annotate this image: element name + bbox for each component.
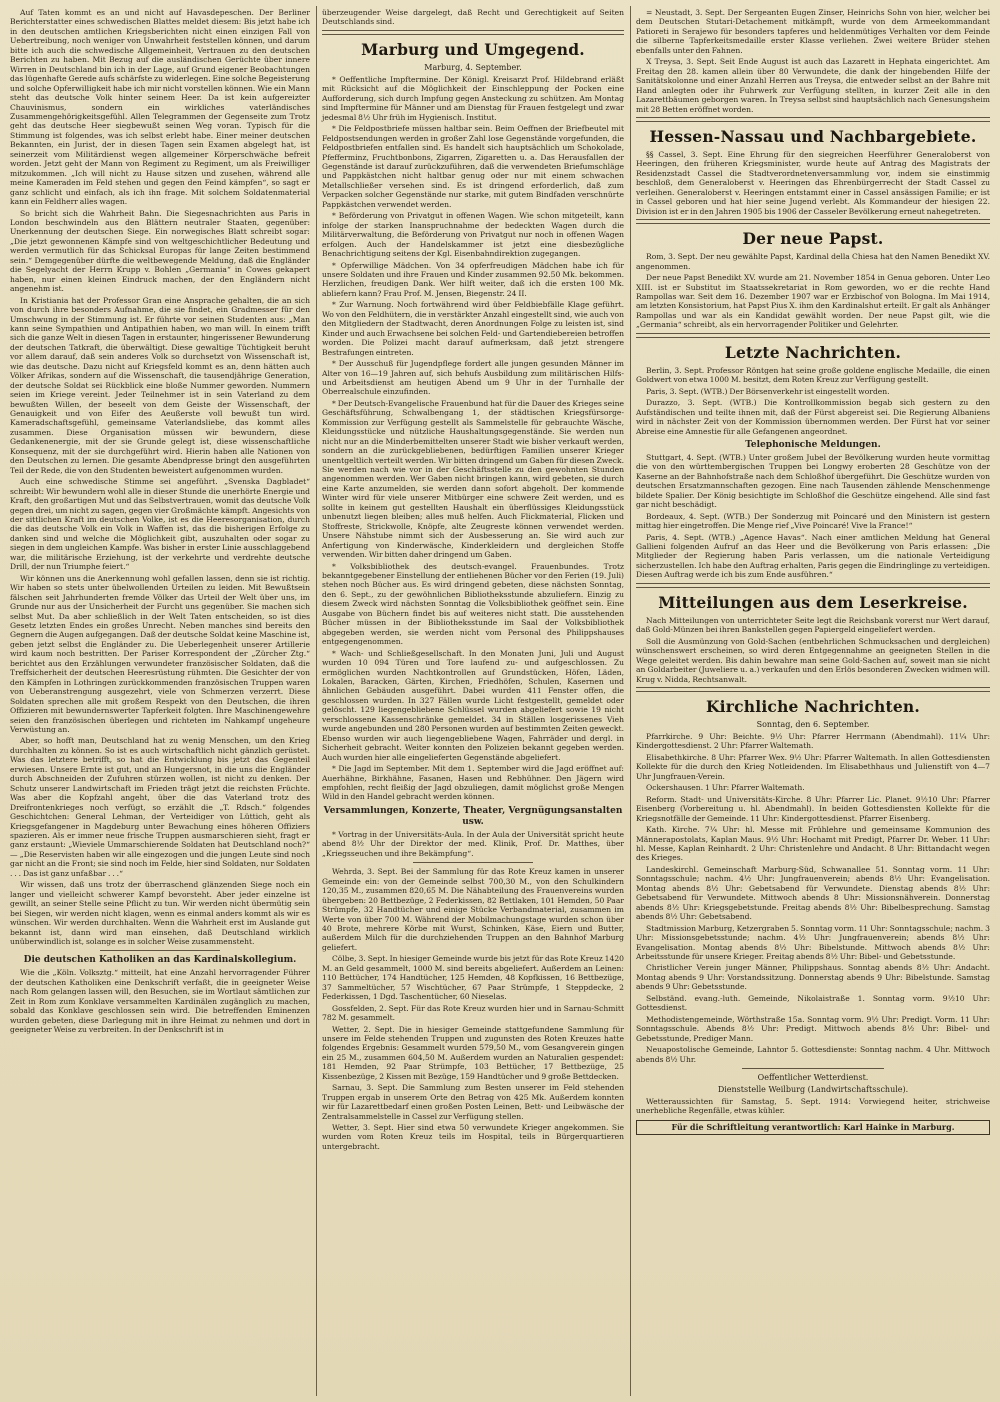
article-paragraph: Bordeaux, 4. Sept. (WTB.) Der Sonderzug mit Poincaré und den Ministern ist gestern mittag hier eingetroffen. Die Menge rief „Vive Poincaré! Vive la France!“ [636, 511, 990, 531]
article-paragraph: Wehrda, 3. Sept. Bei der Sammlung für das Rote Kreuz kamen in unserer Gemeinde ein: von der Gemeinde selbst 700,30 M., von den Schulkindern 120,35 M., zusammen 820,65 M. Die Nähabteilung des Frauenvereins wurden übergeben: 20 Bettbezüge, 2 Federkissen, 82 Bettlaken, 101 Hemden, 50 Paar Strümpfe, 32 Handtücher und einige Stücke Verbandmaterial, zusammen im Werte von über 700 M. Während der Mobilmachungstage wurden schon über 40 Brote, mehrere Körbe mit Wurst, Schinken, Käse, Eiern und Butter, außerdem Milch für die durchziehenden Truppen an den Bahnhof Marburg geliefert. [322, 867, 624, 952]
lead-text: überzeugender Weise dargelegt, daß Recht und Gerechtigkeit auf Seiten Deutschlands sind. [322, 8, 624, 27]
article-paragraph: Durazzo, 3. Sept. (WTB.) Die Kontrollkommission begab sich gestern zu den Aufständischen und teilte ihnen mit, daß der Fürst abgereist sei. Die Regierung Albaniens wird in nächster Zeit von der Kommission übernommen werden. Der Fürst hat vor seiner Abreise eine Amnestie für alle Gefangenen angeordnet. [636, 398, 990, 436]
article-paragraph: X Treysa, 3. Sept. Seit Ende August ist auch das Lazarett in Hephata eingerichtet. Am Freitag den 28. kamen allein über 80 Verwundete, die dank der hingebenden Hilfe der Sanitätskolonne und einer Anzahl Herren aus Treysa, die entweder selbst an der Bahre mit Hand anlegten oder ihr Fuhrwerk zur Verfügung stellten, in kurzer Zeit alle in den Lazarettbäumen geborgen waren. In Treysa selbst sind hauptsächlich nach Genesungsheim mit 28 Betten eröffnet worden. [636, 57, 990, 114]
divider [636, 117, 990, 122]
article-paragraph: * Zur Warnung. Noch fortwährend wird über Feldbiebfälle Klage geführt. Wo von den Feldhütern, die in verstärkter Anzahl eingestellt sind, wie auch von den Mitgliedern der Stadtwacht, deren Anordnungen Folge zu leisten ist, sind Kinder und auch Erwachsene bei solchen Feld- und Gartendiebereien betroffen worden. Die Polizei macht darauf aufmerksam, daß jetzt strengere Bestrafungen eintreten. [322, 300, 624, 357]
dateline: Sonntag, den 6. September. [756, 720, 870, 730]
article-paragraph: Wir wissen, daß uns trotz der überraschend glänzenden Siege noch ein langer und vielleicht schwerer Kampf bevorsteht. Aber jeder einzelne ist gewillt, an seiner Stelle seine Pflicht zu tun. Wir werden nicht übermütig sein bei Siegen, wir werden nicht klagen, wenn es einmal anders kommt als wir es wünschen. Wir werden durchhalten. Wenn die Wahrheit erst im Auslande gut bekannt ist, dann wird man einsehen, daß Deutschland wirklich unüberwindlich ist, solange es in solcher Weise zusammensteht. [10, 880, 310, 946]
article-paragraph: Methodistengemeinde, Wörthstraße 15a. Sonntag vorm. 9½ Uhr: Predigt. Vorm. 11 Uhr: Sonntagsschule. Abends 8½ Uhr: Predigt. Mittwoch abends 8½ Uhr: Bibel- und Gebetsstunde, Prediger Mann. [636, 1014, 990, 1043]
column-rule [630, 6, 631, 1396]
divider [413, 862, 534, 863]
article-paragraph: Auch eine schwedische Stimme sei angeführt. „Svenska Dagbladet“ schreibt: Wir bewundern wohl alle in dieser Stunde die unerhörte Energie und Kraft, den großartigen Mut und das Selbstvertrauen, womit das deutsche Volk gegen drei, um nicht zu sagen, gegen vier Großmächte kämpft. Angesichts von der sittlichen Kraft im deutschen Volke, ist es die Heeresorganisation, durch die das deutsche Volk ein Volk in Waffen ist, das die bisherigen Erfolge zu danken sind und welche die Möglichkeit gibt, auszuhalten oder sogar zu siegen in dem ungleichen Kampfe. Was bisher in erster Linie ausschlaggebend war, die militärische Erziehung, ist der verkehrte und verdrehte deutsche Drill, der nun Triumphe feiert.“ [10, 477, 310, 572]
article-paragraph: Selbständ. evang.-luth. Gemeinde, Nikolaistraße 1. Sonntag vorm. 9½10 Uhr: Gottesdienst. [636, 993, 990, 1013]
article-paragraph: * Der Ausschuß für Jugendpflege fordert alle jungen gesunden Männer im Alter von 16—19 Jahren auf, sich behufs Ausbildung zum militärischen Hilfs- und Arbeitsdienst am heutigen Abend um 9 Uhr in der Turnhalle der Oberrealschule einzufinden. [322, 359, 624, 397]
article-paragraph: Gossfelden, 2. Sept. Für das Rote Kreuz wurden hier und in Sarnau-Schmitt 782 M. gesammelt. [322, 1003, 624, 1023]
article-paragraph: Berlin, 3. Sept. Professor Röntgen hat seine große goldene englische Medaille, die einen Goldwert von etwa 1000 M. besitzt, dem Roten Kreuz zur Verfügung gestellt. [636, 365, 990, 385]
heading-marburg: Marburg und Umgegend. [361, 39, 585, 59]
article-paragraph: Auf Taten kommt es an und nicht auf Havasdepeschen. Der Berliner Berichterstatter eines schwedischen Blattes meldet diesem: Bis jetzt habe ich in den deutschen amtlichen Kriegsberichten nicht einen einzigen Fall von Uebertreibung, noch weniger von Unwahrheit feststellen können, und darum bitte ich auch die schwedische Allgemeinheit, Vertrauen zu den deutschen Berichten zu haben. Mit Bezug auf die ausländischen Gerüchte über innere Wirren in Deutschland bin ich in der Lage, auf Grund eigener Beobachtungen das lügenhafte Gerede aufs schärfste zu widerlegen. Eine solche Begeisterung und solche Opferwilligkeit habe ich mir nicht vorstellen können. Wie ein Mann steht das deutsche Volk hinter seinem Heer. Da ist kein aufgereizter Chauvinismus, sondern ein wirkliches vaterländisches Zusammengehörigkeitsgefühl. Allen Telegrammen der Gegenseite zum Trotz geht das deutsche Heer siegbewußt seinen Weg voran. Typisch für die Stimmung ist folgendes, was ich selbst erlebt habe. Einer meiner deutschen Bekannten, ein Jurist, der in diesen Tagen sein Examen abgelegt hat, ist seinerzeit vom Militärdienst wegen allgemeiner Körperschwäche befreit worden. Jetzt geht der Mann von Regiment zu Regiment, um als Freiwilliger mitzukommen. „Ich will nicht zu Hause sitzen und zusehen, während alle meine Kameraden im Feld stehen und gegen den Feind kämpfen“, so sagt er ganz schlicht und einfach, als ich ihn frage. Mit solchem Soldatenmaterial kann ein Feldherr alles wagen. [10, 8, 310, 207]
divider [636, 687, 990, 692]
divider [636, 333, 990, 338]
divider [636, 583, 990, 588]
column-rule [316, 6, 317, 1396]
article-paragraph: §§ Cassel, 3. Sept. Eine Ehrung für den siegreichen Heerführer Generaloberst von Heeringen, den früheren Kriegsminister, wurde heute auf Antrag des Magistrats der Residenzstadt Cassel die Stadtverordnetenversammlung vor, indem sie einstimmig beschloß, dem Generaloberst v. Heeringen das Ehrenbürgerrecht der Stadt Cassel zu verleihen. Generaloberst v. Heeringen entstammt einer in Cassel ansässigen Familie; er ist in Cassel geboren und hat hier seine Jugend verlebt. Als Kommandeur der hiesigen 22. Division ist er in den Jahren 1905 bis 1906 der Casseler Bevölkerung erneut nahegetreten. [636, 149, 990, 216]
article-paragraph: Rom, 3. Sept. Der neu gewählte Papst, Kardinal della Chiesa hat den Namen Benedikt XV. angenommen. [636, 252, 990, 271]
article-paragraph: * Oeffentliche Impftermine. Der Königl. Kreisarzt Prof. Hildebrand erläßt mit Rücksicht auf die Möglichkeit der Einschleppung der Pocken eine Aufforderung, sich durch Impfung gegen Ansteckung zu schützen. Am Montag sind Impftermine für Männer und am Dienstag für Frauen festgelegt und zwar jedesmal 8½ Uhr früh im Hygienisch. Institut. [322, 74, 624, 122]
weather-forecast: Wetteraussichten für Samstag, 5. Sept. 1914: Vorwiegend heiter, strichweise unerhebliche Regenfälle, etwas kühler. [636, 1096, 990, 1116]
responsible-editor: Für die Schriftleitung verantwortlich: Karl Hainke in Marburg. [636, 1120, 990, 1135]
heading-telephonische-meldungen: Telephonische Meldungen. [745, 439, 881, 450]
heading-neuer-papst: Der neue Papst. [742, 229, 884, 249]
article-paragraph: Wie die „Köln. Volksztg.“ mitteilt, hat eine Anzahl hervorragender Führer der deutschen Katholiken eine Denkschrift verfaßt, die in geeigneter Weise nach Rom gelangen lassen will, den Besuchen, sie im Wortlaut sämtlichen zur Zeit in Rom zum Konklave versammelten Kardinälen zugänglich zu machen, sobald das Konklave geschlossen sein wird. Die betreffenden Eminenzen wurden gebeten, diese Darlegung mit in ihre Heimat zu nehmen und dort in geeigneter Weise zu verbreiten. In der Denkschrift ist in [10, 968, 310, 1035]
article-paragraph: Nach Mitteilungen von unterrichteter Seite legt die Reichsbank vorerst nur Wert darauf, daß Gold-Münzen bei ihren Bankstellen gegen Papiergeld eingeliefert werden. [636, 615, 990, 635]
column-3 [636, 8, 990, 1135]
article-paragraph: Landeskirchl. Gemeinschaft Marburg-Süd, Schwanallee 51. Sonntag vorm. 11 Uhr: Sonntagsschule; nachm. 4½ Uhr: Jungfrauenverein; abends 8½ Uhr: Evangelisation. Montag abends 8½ Uhr: Gebetsabend für Verwundete. Dienstag abends 8½ Uhr: Gebetsabend für Verwundete. Mittwoch abends 8 Uhr: Missionsnähverein. Donnerstag abends 8½ Uhr: Kriegsgebetstunde. Freitag abends 8½ Uhr: Bibelbesprechung. Samstag abends 8½ Uhr: Gebetsabend. [636, 864, 990, 922]
heading-hessen-nassau: Hessen-Nassau und Nachbargebiete. [649, 126, 977, 146]
article-paragraph: Pfarrkirche. 9 Uhr: Beichte. 9½ Uhr: Pfarrer Herrmann (Abendmahl). 11¼ Uhr: Kindergottesdienst. 2 Uhr: Pfarrer Waltemath. [636, 732, 990, 751]
article-paragraph: Kath. Kirche. 7¼ Uhr: hl. Messe mit Frühlehre und gemeinsame Kommunion des Männerapostolats, Kaplan Maus. 9½ Uhr: Hochamt mit Predigt, Pfarrer Dr. Weber. 11 Uhr: hl. Messe, Kaplan Reinhardt. 2 Uhr: Christenlehre und Andacht. 8 Uhr: Bittandacht wegen des Krieges. [636, 825, 990, 863]
heading-kirchliche-nachrichten: Kirchliche Nachrichten. [706, 697, 920, 717]
article-paragraph: * Die Jagd im September. Mit dem 1. September wird die Jagd eröffnet auf: Auerhähne, Birkhähne, Fasanen, Hasen und Rebhühner. Den Jägern wird empfohlen, recht fleißig der Jagd obzuliegen, damit möglichst große Mengen Wild in den Handel gebracht werden können. [322, 764, 624, 802]
article-paragraph: Paris, 4. Sept. (WTB.) „Agence Havas“. Nach einer amtlichen Meldung hat General Gallieni folgenden Aufruf an das Heer und die Bevölkerung von Paris erlassen: „Die Mitglieder der Regierung haben Paris verlassen, um die nationale Verteidigung sicherzustellen. Ich habe den Auftrag erhalten, Paris gegen die Eindringlinge zu verteidigen. Diesen Auftrag werde ich bis zum Ende ausführen.“ [636, 532, 990, 580]
divider [322, 30, 624, 35]
heading-letzte-nachrichten: Letzte Nachrichten. [724, 342, 902, 362]
divider [742, 1068, 884, 1069]
article-paragraph: Der neue Papst Benedikt XV. wurde am 21. November 1854 in Genua geboren. Unter Leo XIII. ist er Substitut im Staatssekretariat in Rom geworden, wo er die rechte Hand Rampollas war. Seit dem 16. Dezember 1907 war er Erzbischof von Bologna. Im Mai 1914, am letzten Konsistorium, hat Papst Pius X. ihm den Kardinalshut erteilt. Er galt als Anhänger Rampollas und war als ein Kandidat gewählt worden. Der neue Papst gilt, wie die „Germania“ schreibt, als ein hervorragender Politiker und Gelehrter. [636, 273, 990, 330]
article-paragraph: * Opferwillige Mädchen. Von 34 opferfreudigen Mädchen habe ich für unsere Soldaten und ihre Frauen und Kinder zusammen 92.50 Mk. bekommen. Herzlichen, freudigen Dank. Wer hilft weiter, daß ich die ersten 100 Mk. abliefern kann? Frau Prof. M. Jensen, Biegenstr. 24 II. [322, 260, 624, 298]
article-paragraph: Cölbe, 3. Sept. In hiesiger Gemeinde wurde bis jetzt für das Rote Kreuz 1420 M. an Geld gesammelt, 1000 M. sind bereits abgeliefert. Außerdem an Leinen: 110 Bettücher, 174 Handtücher, 125 Hemden, 48 Kopfkissen, 16 Bettbezüge, 37 Sammeltücher, 57 Wischtücher, 67 Paar Strümpfe, 1 Steppdecke, 2 Federkissen, 1 Dgd. Taschentücher, 60 Nieselas. [322, 954, 624, 1002]
article-paragraph: Stadtmission Marburg, Ketzergraben 5. Sonntag vorm. 11 Uhr: Sonntagsschule; nachm. 3 Uhr: Missionsgebetsstunde; nachm. 4½ Uhr: Jungfrauenverein; abends 8½ Uhr: Evangelisation. Montag abends 8½ Uhr: Bibelstunde. Mittwoch abends 8½ Uhr: Arbeitsstunde für unsere Krieger. Freitag abends 8½ Uhr: Bibel- und Gebetsstunde. [636, 923, 990, 961]
article-paragraph: Aber, so hofft man, Deutschland hat zu wenig Menschen, um den Krieg durchhalten zu können. So ist es auch wirtschaftlich nicht gänzlich gerüstet. Was das letztere betrifft, so hat die Entwicklung bis jetzt das Gegenteil erwiesen. Unsere Ernte ist gut, und an Hungersnot, in die uns die Engländer durch Abschneiden der Zufuhren stürzen wollen, ist nicht zu denken. Der Schutz unserer Landwirtschaft im Frieden trägt jetzt die reichsten Früchte. Was aber die Kopfzahl angeht, über die das Vaterland trotz des Dreifrontenkrieges noch verfügt, so erzählt die „T. Rdsch.“ folgendes Geschichtchen: General Lehman, der Verteidiger von Lüttich, geht als Kriegsgefangener in Magdeburg unter Bewachung eines höheren Offiziers spazieren. Als er immer neue frische Truppen ausmarschieren sieht, fragt er ganz erstaunt: „Wieviele Ummarschierende Soldaten hat Deutschland noch?“ — „Die Reservisten haben wir alle eingezogen und die jungen Leute sind noch gar nicht an die Front; sie sind noch im Felde, hier sind Soldaten, nur Soldaten . . . Das ist ganz unfaßbar . . .“ [10, 736, 310, 878]
article-paragraph: * Die Feldpostbriefe müssen haltbar sein. Beim Oeffnen der Briefbeutel mit Feldpostsendungen werden in großer Zahl lose Gegenstände vorgefunden, die Feldpostbriefen entfallen sind. Es handelt sich hauptsächlich um Schokolade, Pfefferminz, Fruchtbonbons, Zigarren, Zigaretten u. a. Das Herausfallen der Gegenstände ist darauf zurückzuführen, daß die verwendeten Briefumschläge und Pappkästchen nicht haltbar genug oder nur mit einem schwachen Metallschließer versehen sind. Es ist dringend erforderlich, daß zum Verpacken solcher Gegenstände nur starke, mit gutem Bindfaden verschnürte Pappkästchen verwendet werden. [322, 124, 624, 209]
divider [100, 950, 220, 951]
article-paragraph: Wetter, 2. Sept. Die in hiesiger Gemeinde stattgefundene Sammlung für unsere im Felde stehenden Truppen und zugunsten des Roten Kreuzes hatte folgendes Ergebnis: Gesammelt wurden 579,50 M., vom Gesangverein gingen ein 25 M., zusammen 604,50 M. Außerdem wurden an Naturalien gespendet: 181 Hemden, 92 Paar Strümpfe, 103 Bettücher, 17 Bettbezüge, 25 Kissenbezüge, 2 Kissen mit Bezüge, 159 Handtücher und 9 große Bettdecken. [322, 1024, 624, 1081]
article-paragraph: Elisabethkirche. 8 Uhr: Pfarrer Wex. 9½ Uhr: Pfarrer Waltemath. In allen Gottesdiensten Kollekte für die durch den Krieg Notleidenden. Im Elisabethhaus und Julienstift von 4—7 Uhr Jungfrauen-Verein. [636, 752, 990, 781]
heading-katholiken: Die deutschen Katholiken an das Kardinalskollegium. [23, 955, 297, 966]
article-paragraph: Wetter, 3. Sept. Hier sind etwa 50 verwundete Krieger angekommen. Sie wurden vom Roten Kreuz teils im Hospital, teils in Bürgerquartieren untergebracht. [322, 1123, 624, 1151]
article-paragraph: * Vortrag in der Universitäts-Aula. In der Aula der Universität spricht heute abend 8½ Uhr der Direktor der med. Klinik, Prof. Dr. Matthes, über „Kriegsseuchen und ihre Bekämpfung“. [322, 829, 624, 858]
article-paragraph: * Beförderung von Privatgut in offenen Wagen. Wie schon mitgeteilt, kann infolge der starken Inanspruchnahme der bedeckten Wagen durch die Militärverwaltung, die Beförderung von Privatgut nur noch in offenen Wagen erfolgen. Auch der Handelskammer ist jetzt eine diesbezügliche Benachrichtigung seitens der Kgl. Eisenbahndirektion zugegangen. [322, 211, 624, 259]
dateline: Marburg, 4. September. [424, 62, 522, 72]
article-paragraph: Wir können uns die Anerkennung wohl gefallen lassen, denn sie ist richtig. Wir haben so stets unter übelwollenden Urteilen zu leiden. Mit Bewußtsein fälschen seit Jahrhunderten fremde Völker das Urteil der Welt über uns, im Grunde nur aus der Unsicherheit der Furcht uns gegenüber. Sie machen sich selbst Mut. Da aber schließlich in der Welt Taten entscheiden, so ist dies Gesetz letzten Endes ein großes Unrecht. Neben manches sind bereits den Gegnern die Augen aufgegangen. Daß der deutsche Soldat keine Maschine ist, geben jetzt selbst die Engländer zu. Die Ueberlegenheit unserer Artillerie wird kaum noch bestritten. Der Pariser Korrespondent der „Zürcher Ztg.“ berichtet aus den Erzählungen verwundeter französischer Soldaten, daß die Treffsicherheit der deutschen Heeresrüstung rühmten. Die Gesichter der von den Kämpfen in Lothringen zurückkommenden französischen Truppen waren von Ueberanstrengung ausgezehrt, viele von Schmerzen verzerrt. Diese Soldaten sprechen alle mit großem Respekt von den Deutschen, die ihren Offizieren mit bewundernswerter Tapferkeit folgten. Ihre Maschinengewehre seien den französischen überlegen und richteten im Nahkampf ungeheure Verwüstung an. [10, 573, 310, 734]
article-paragraph: Christlicher Verein junger Männer, Philippshaus. Sonntag abends 8½ Uhr: Andacht. Montag abends 9 Uhr: Vorstandssitzung. Donnerstag abends 9 Uhr: Bibelstunde. Samstag abends 9 Uhr: Gebetsstunde. [636, 963, 990, 992]
divider [636, 219, 990, 224]
article-paragraph: In Kristiania hat der Professor Gran eine Ansprache gehalten, die an sich von durch ihre besonders Aufnahme, die sie findet, ein Gradmesser für den Umschwung in der Stimmung ist. Er führte vor seinen Studenten aus: „Man kann seine Sympathien und Antipathien haben, wo man will. In einem trifft sich die ganze Welt in diesen Tagen in erstaunter, hingerissener Bewunderung der deutschen Tatkraft, die überwältigt. Diese gewaltige Tüchtigkeit beruht vor allem darauf, daß sein anderes Volk so durchsetzt von Wissenschaft ist, wie das deutsche. Dazu nicht auf Kriegsfeld kommt es an, denn hätten auch Völker Afrikas, sondern auf die Wissenschaft, die tausendjährige Generation, der deutsche Soldat sei Rückblick eine bloße Nummer geworden. Nummern seien im Kriege vereint. Jeder Teilnehmer ist in sein Vaterland zu dem bewußten Willen, der beseelt von dem Geiste der Wissenschaft, der Genauigkeit und von Eifer des Aeußerste voll bewußt tun wird. Kameradschaftsgefühl, gemeinsame Vaterlandsliebe, das kommt alles zusammen. Diese Organisation müssen wir bewundern, diese Gedankenenergie, mit der sie Grunde gelegt ist, diese wissenschaftliche Konsequenz, mit der sie durchgeführt wird. Hierin haben alle Nationen von den Deutschen zu lernen. Die gesamte Abendpresse bringt den ausgeführten Teil der Rede, die von den Studenten beweistert aufgenommen wurden. [10, 295, 310, 475]
article-paragraph: Soll die Ausmünzung von Gold-Sachen (entbehrlichen Schmucksachen und dergleichen) wünschenswert erscheinen, so wird deren Entgegennahme an geeigneten Stellen in die Wege geleitet werden. Bis dahin bewahre man seine Gold-Sachen auf, soweit man sie nicht an Goldarbeiter (Juweliere u. a.) verkaufen und den Erlös besonderen Zwecken widmen will. Krug v. Nidda, Rechtsanwalt. [636, 636, 990, 684]
article-paragraph: Sarnau, 3. Sept. Die Sammlung zum Besten unserer im Feld stehenden Truppen ergab in unserem Orte den Betrag von 425 Mk. Außerdem konnten wir für Lazarettbedarf einen großen Posten Leinen, Bett- und Leibwäsche der Zentralsammelstelle in Cassel zur Verfügung stellen. [322, 1083, 624, 1121]
article-paragraph: * Wach- und Schließgesellschaft. In den Monaten Juni, Juli und August wurden 10 094 Türen und Tore laufend zu- und aufgeschlossen. Zu ermöglichen wurden Nachtkontrollen auf Grundstücken, Höfen, Läden, Lokalen, Baracken, Gärten, Kirchen, Friedhöfen, Schulen, Kasernen und ähnlichen Gebäuden ausgeführt. Dabei wurden 411 Fenster offen, die geschlossen wurden. In 327 Fällen wurde Licht festgestellt, gemeldet oder gelöscht. 129 liegengebliebene Schlüssel wurden abgeliefert sowie 19 nicht verschlossene Kassenschränke gemeldet. 34 in Ställen losgerissenes Vieh wurde angebunden und 280 Personen wurden auf bestimmten Zeiten geweckt. Ebenso wurden wir auch liegengebliebene Wagen, Fahrräder und dergl. in Sicherheit gebracht. Weiter konnten den Polizeien bekannt gegeben werden. Auch wurden hier alle eingelieferten Gegenstände abgeliefert. [322, 648, 624, 762]
heading-mitteilungen: Mitteilungen aus dem Leserkreise. [658, 592, 968, 612]
article-paragraph: Reform. Stadt- und Universitäts-Kirche. 8 Uhr: Pfarrer Lic. Planet. 9½10 Uhr: Pfarrer Eisenberg (Vorbereitung u. hl. Abendmahl). In beiden Gottesdiensten Kollekte für die Kriegsnotfälle der Gemeinde. 11 Uhr: Kindergottesdienst. Pfarrer Eisenberg. [636, 794, 990, 823]
weather-subtitle: Dienststelle Weilburg (Landwirtschaftsschule). [717, 1084, 909, 1094]
article-paragraph: = Neustadt, 3. Sept. Der Sergeanten Eugen Zinser, Heinrichs Sohn von hier, welcher bei dem Deutschen Stutari-Detachement mitkämpft, wurde von dem Armeekommandant Patioreti in Serajewo für besonders tapferes und heldenmütiges Verhalten vor dem Feinde die silberne Tapferkeitsmedaille erster Klasse verliehen. Zwei weitere Brüder stehen ebenfalls unter den Fahnen. [636, 8, 990, 55]
weather-title: Oeffentlicher Wetterdienst. [757, 1072, 869, 1082]
article-paragraph: Paris, 3. Sept. (WTB.) Der Börsenverkehr ist eingestellt worden. [646, 386, 890, 396]
article-paragraph: Ockershausen. 1 Uhr: Pfarrer Waltemath. [646, 783, 805, 793]
article-paragraph: * Volksbibliothek des deutsch-evangel. Frauenbundes. Trotz bekanntgegebener Einstellung der entliehenen Bücher vor den Ferien (19. Juli) stehen noch Bücher aus. Es wird dringend gebeten, diese nächsten Sonntag, den 6. Sept., zu der gewöhnlichen Bibliotheksstunde abzuliefern. Einzig zu diesem Zweck wird nächsten Sonntag die Volksbibliothek geöffnet sein. Eine Ausgabe von Büchern findet bis auf weiteres nicht statt. Die ausstehenden Bücher müssen in der Bibliotheksstunde im Saal der Volksbibliothek abgegeben werden, sie werden nicht vom Personal des Philippshauses entgegengenommen. [322, 561, 624, 647]
column-1 [10, 8, 310, 1037]
heading-versammlungen: Versammlungen, Konzerte, Theater, Vergnügungsanstalten usw. [323, 805, 623, 827]
article-paragraph: Neuapostolische Gemeinde, Lahntor 5. Gottesdienste: Sonntag nachm. 4 Uhr. Mittwoch abends 8½ Uhr. [636, 1045, 990, 1064]
column-2 [322, 8, 624, 1153]
article-paragraph: Stuttgart, 4. Sept. (WTB.) Unter großem Jubel der Bevölkerung wurden heute vormittag die von den württembergischen Truppen bei Longwy eroberten 28 Geschütze von der Kaserne an der Bahnhofstraße nach dem Schloßhof übergeführt. Die Geschütze wurden von deutschen Ersatzmannschaften gezogen. Eine nach Tausenden zählende Menschenmenge bildete Spalier. Der König besichtigte im Schloßhof die Geschütze eingehend. Alle sind fast gar nicht beschädigt. [636, 452, 990, 510]
article-paragraph: * Der Deutsch-Evangelische Frauenbund hat für die Dauer des Krieges seine Geschäftsführung, Schwalbengang 1, der städtischen Kriegsfürsorge-Kommission zur Verfügung gestellt als Sammelstelle für gebrauchte Wäsche, Kleidungsstücke und nützliche Haushaltungsgegenstände. Sie werden nun nicht nur an die Minderbemittelten unserer Stadt wie bisher verkauft werden, sondern an die zurückgebliebenen, bedürftigen Familien unserer Krieger unentgeltlich verteilt werden. Wir bitten dringend um Gaben für diesen Zweck. Sie werden nach wie vor in der Geschäftsstelle zu den gewohnten Stunden angenommen werden. Wer Gaben nicht bringen kann, wird gebeten, sie durch eine Karte anzumelden, sie werden dann sofort abgeholt. Der kommende Winter wird für viele unserer Mitbürger eine schwere Zeit werden, und es sollte in keinem gut gestellten Haushalt ein überflüssiges Kleidungsstück unbenutzt liegen bleiben; alles muß helfen. Auch Flickmaterial, Flicken und Stoffreste, Strickwolle, Knöpfe, alte Zeugreste können verwendet werden. Unsere Nähstube nimmt sich der Ausbesserung an. Sie wird auch zur Anfertigung von Kinderwäsche, Kinderkleidern und dergleichen Stoffe verwenden. Wir bitten daher dringend um Gaben. [322, 398, 624, 560]
article-paragraph: So bricht sich die Wahrheit Bahn. Die Siegesnachrichten aus Paris in London beschwindeln aus den Blättern neutraler Staaten, gegenüber: Unerkennung der deutschen Siege. Ein norwegisches Blatt schreibt sogar: „Die jetzt gewonnenen Kämpfe sind von weltgeschichtlicher Bedeutung und werden vermutlich für das Schicksal Europas für lange Zeiten bestimmend sein.“ Demgegenüber dürfte die weltbewegende Meldung, daß die Engländer die Segelyacht der Herrn Krupp v. Bohlen „Germania“ in Cowes gekapert haben, nur einen kleinen Eindruck machen, der den Engländern nicht angenehm ist. [10, 208, 310, 294]
